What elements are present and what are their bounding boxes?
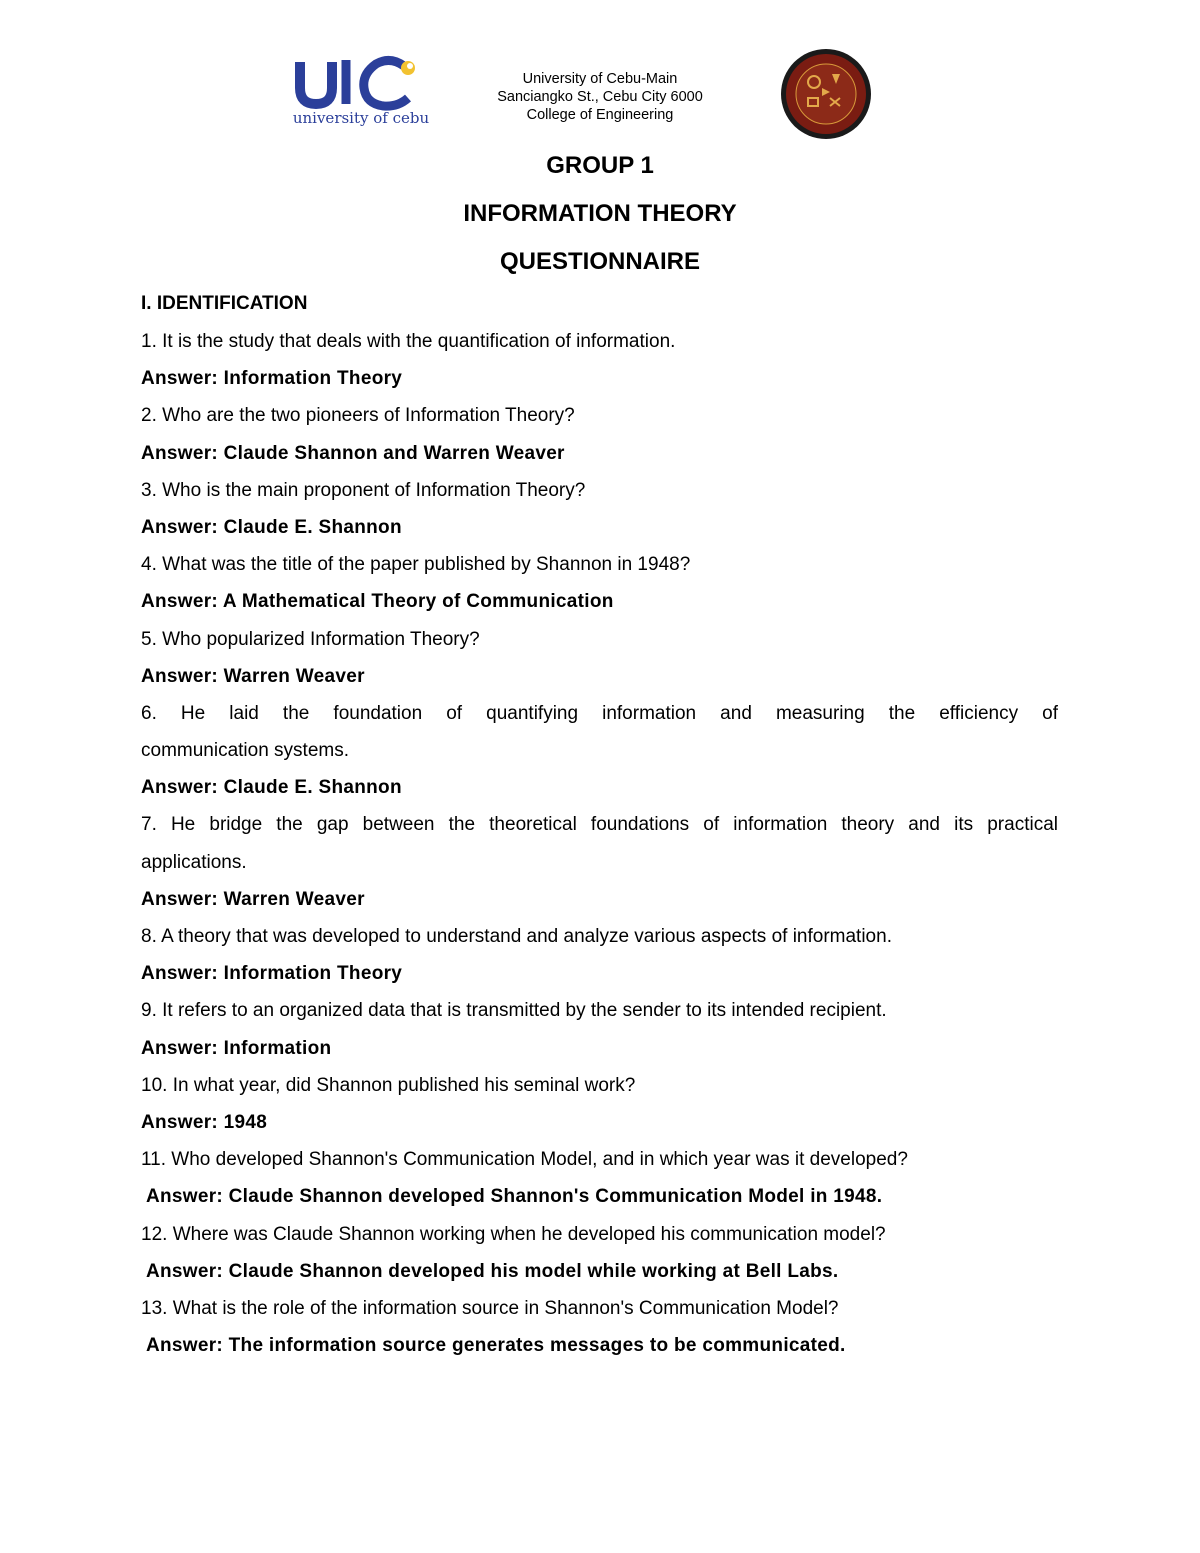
answer-6: Answer: Claude E. Shannon xyxy=(141,777,402,799)
question-12: 12. Where was Claude Shannon working when he developed his communication model? xyxy=(141,1223,886,1245)
question-1: 1. It is the study that deals with the quantification of information. xyxy=(141,331,676,352)
answer-2: Answer: Claude Shannon and Warren Weaver xyxy=(141,442,565,464)
question-7-line-2: applications. xyxy=(141,851,247,873)
question-9: 9. It refers to an organized data that is transmitted by the sender to its intended recipient. xyxy=(141,1000,887,1022)
answer-1: Answer: Information Theory xyxy=(141,368,403,390)
question-8: 8. A theory that was developed to understand and analyze various aspects of information. xyxy=(141,926,892,947)
answer-7: Answer: Warren Weaver xyxy=(141,888,365,910)
question-7-line-1: 7. He bridge the gap between the theoretical foundations of information theory and its practical xyxy=(141,814,1058,836)
university-address xyxy=(450,70,750,124)
question-7 xyxy=(141,813,1058,874)
address-line-1: University of Cebu-Main xyxy=(522,71,678,87)
svg-text:university of cebu: university of cebu xyxy=(292,109,430,127)
answer-3: Answer: Claude E. Shannon xyxy=(141,516,402,538)
question-6 xyxy=(141,702,1058,763)
answer-11: Answer: Claude Shannon developed Shannon's Communication Model in 1948. xyxy=(146,1186,883,1208)
questionnaire-title: QUESTIONNAIRE xyxy=(499,248,700,275)
question-11: 11. Who developed Shannon's Communication Model, and in which year was it developed? xyxy=(141,1149,908,1171)
answer-8: Answer: Information Theory xyxy=(141,963,403,985)
answer-13: Answer: The information source generates messages to be communicated. xyxy=(146,1335,846,1357)
answer-5: Answer: Warren Weaver xyxy=(141,665,365,687)
question-4: 4. What was the title of the paper published by Shannon in 1948? xyxy=(141,554,691,576)
question-3: 3. Who is the main proponent of Information Theory? xyxy=(141,479,586,501)
group-title: GROUP 1 xyxy=(546,152,654,179)
answer-12: Answer: Claude Shannon developed his model while working at Bell Labs. xyxy=(146,1260,839,1282)
address-line-2: Sanciangko St., Cebu City 6000 xyxy=(497,89,703,105)
question-6-line-2: communication systems. xyxy=(141,740,350,762)
section-heading: I. IDENTIFICATION xyxy=(141,293,308,314)
topic-title: INFORMATION THEORY xyxy=(463,200,737,227)
university-of-cebu-logo xyxy=(286,52,436,130)
answer-4: Answer: A Mathematical Theory of Communication xyxy=(141,591,614,613)
question-13: 13. What is the role of the information source in Shannon's Communication Model? xyxy=(141,1297,839,1319)
answer-10: Answer: 1948 xyxy=(141,1111,268,1133)
question-6-line-1: 6. He laid the foundation of quantifying information and measuring the efficiency of xyxy=(141,702,1058,724)
answer-9: Answer: Information xyxy=(141,1037,332,1059)
question-10: 10. In what year, did Shannon published his seminal work? xyxy=(141,1074,636,1096)
address-line-3: College of Engineering xyxy=(526,107,674,123)
question-5: 5. Who popularized Information Theory? xyxy=(141,628,480,650)
question-2: 2. Who are the two pioneers of Information Theory? xyxy=(141,405,575,427)
question-list xyxy=(141,330,1058,1371)
college-of-engineering-seal xyxy=(778,48,874,140)
